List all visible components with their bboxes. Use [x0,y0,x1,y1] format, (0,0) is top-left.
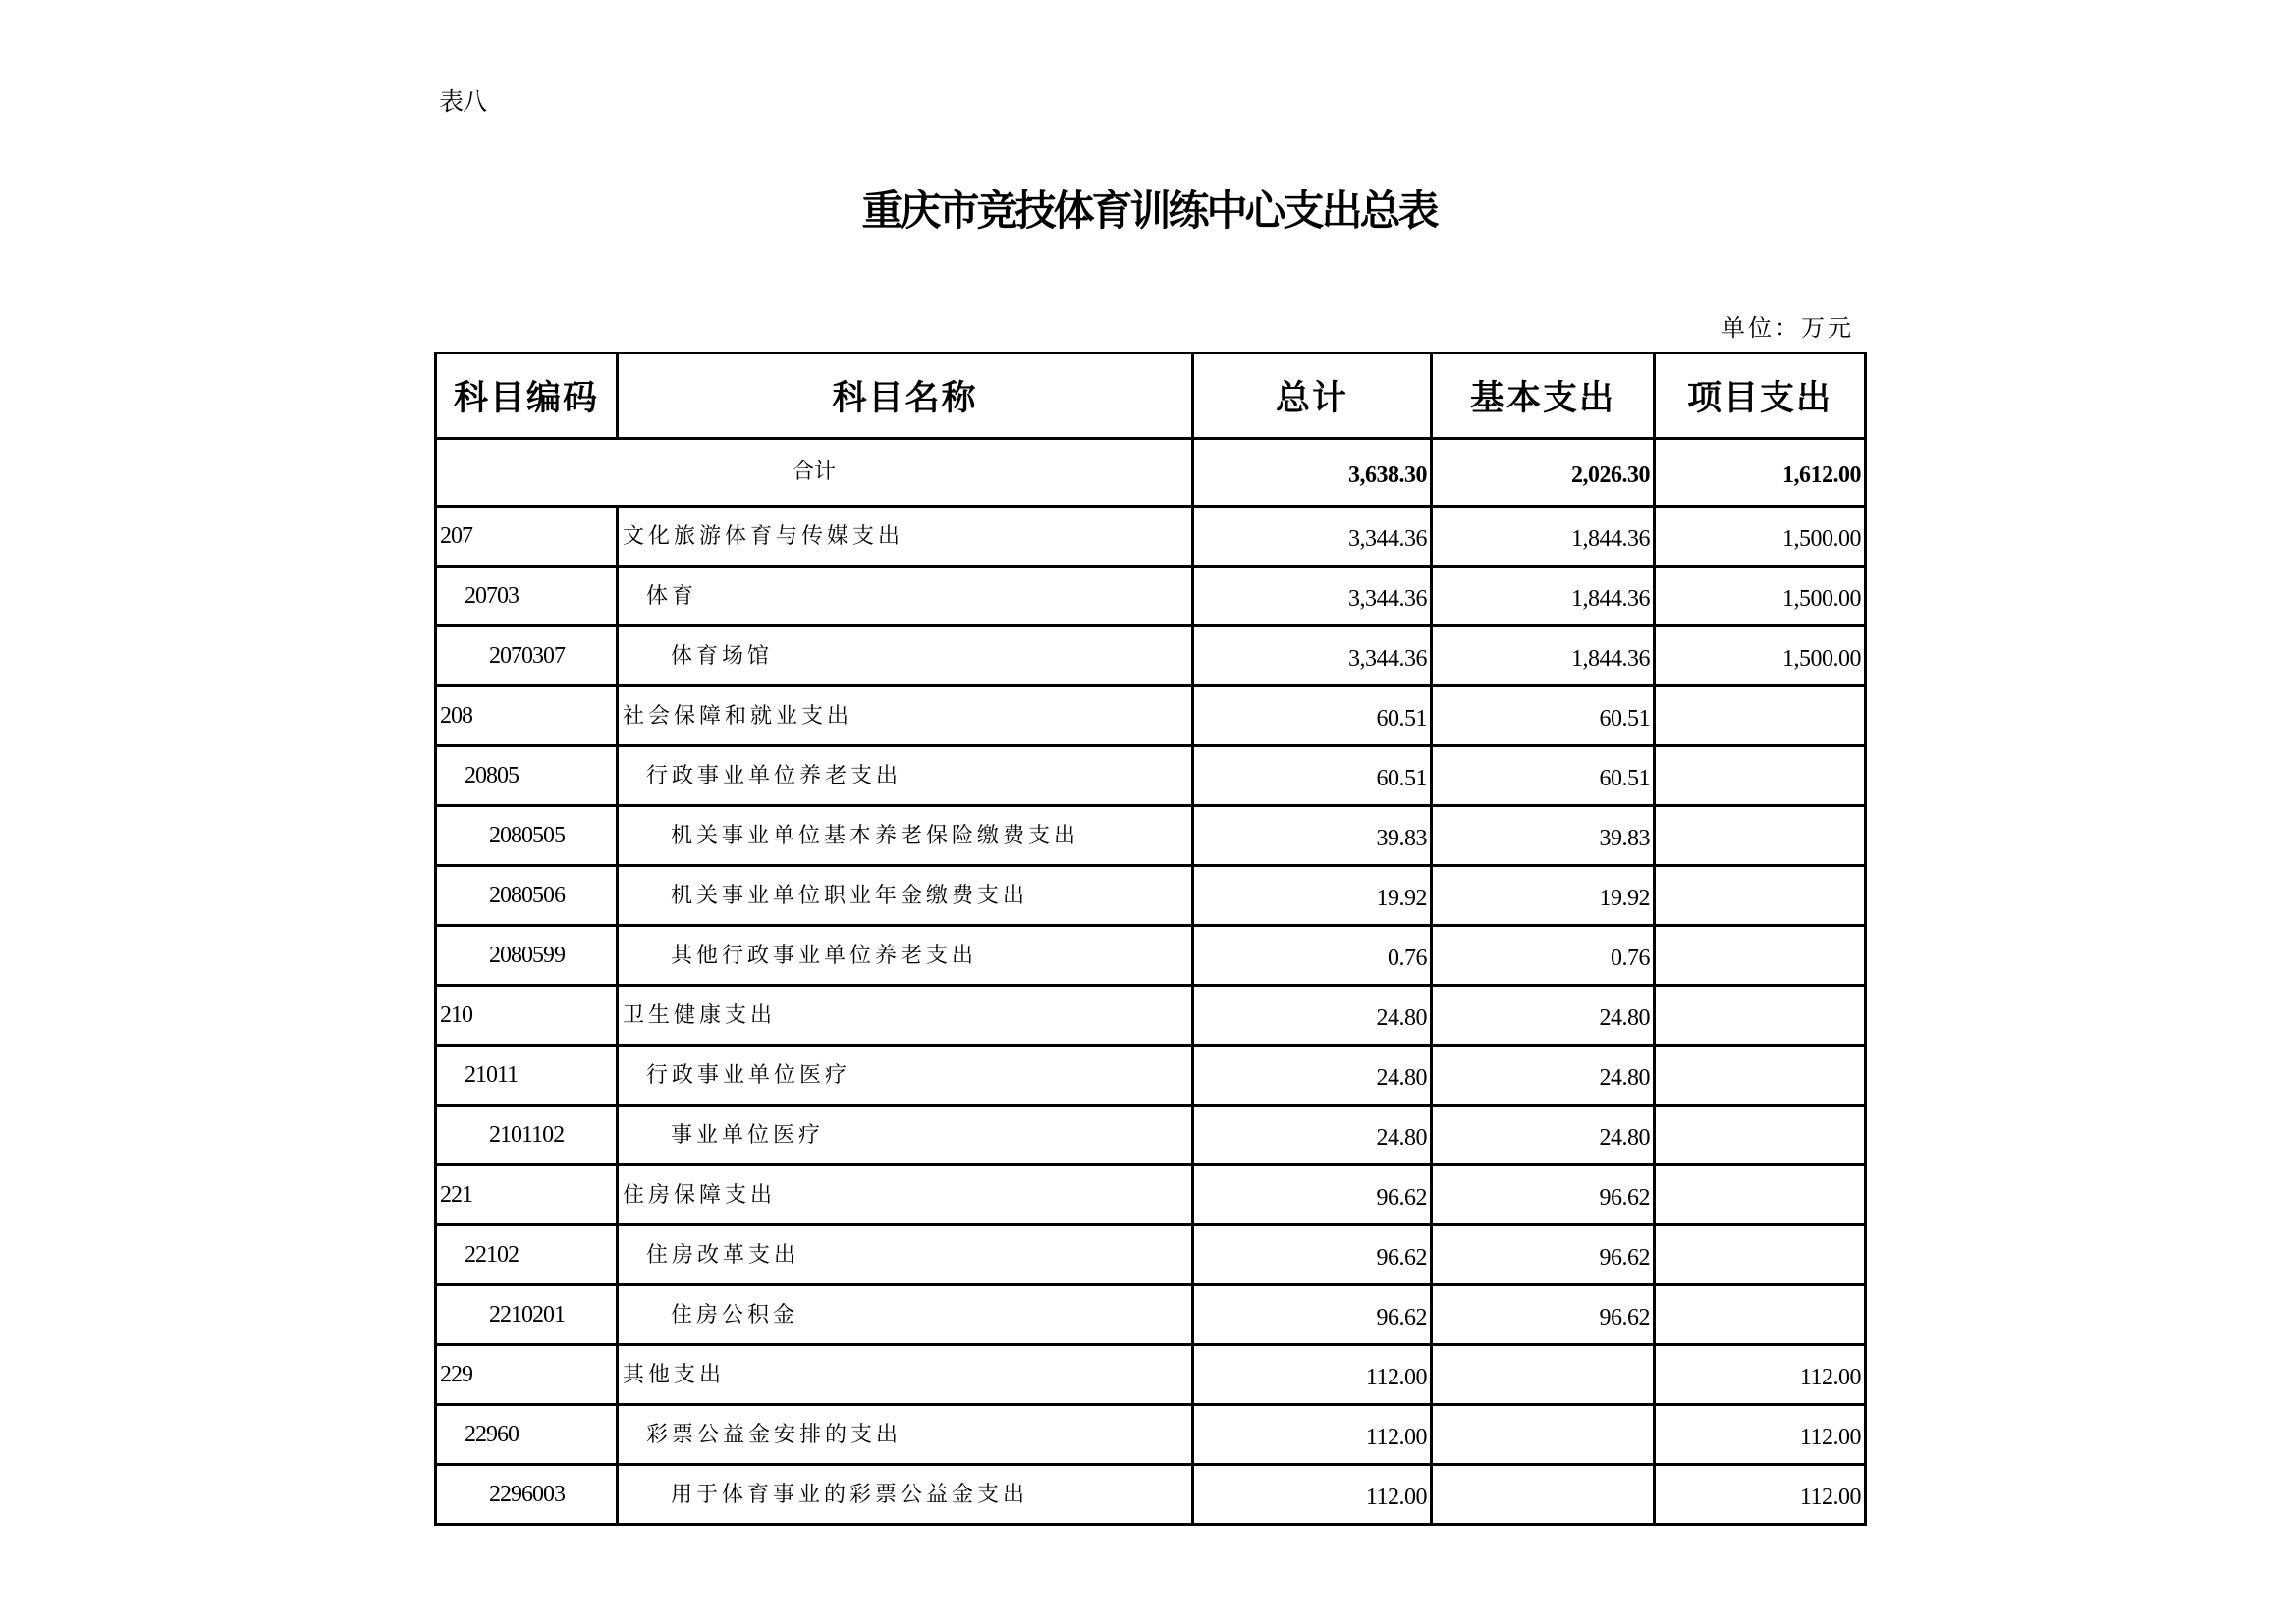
row-total: 3,344.36 [1193,507,1432,567]
row-total: 60.51 [1193,686,1432,746]
header-code: 科目编码 [436,353,618,439]
row-name: 机关事业单位职业年金缴费支出 [618,866,1193,926]
row-project: 112.00 [1655,1345,1866,1405]
row-basic: 1,844.36 [1432,507,1655,567]
row-code: 21011 [436,1046,618,1106]
header-name: 科目名称 [618,353,1193,439]
row-project: 1,500.00 [1655,626,1866,686]
row-code: 221 [436,1165,618,1225]
row-basic: 60.51 [1432,686,1655,746]
row-project [1655,866,1866,926]
row-name: 卫生健康支出 [618,986,1193,1046]
row-total: 3,344.36 [1193,626,1432,686]
row-code: 207 [436,507,618,567]
table-number: 表八 [439,87,487,116]
row-project [1655,1046,1866,1106]
table-row [436,1106,1866,1165]
row-project [1655,1225,1866,1285]
unit-label: 单位：万元 [1722,314,1854,342]
header-total: 总计 [1193,353,1432,439]
header-project: 项目支出 [1655,353,1866,439]
row-code: 2080505 [436,806,618,866]
row-total: 60.51 [1193,746,1432,806]
row-code: 2210201 [436,1285,618,1345]
row-project [1655,686,1866,746]
table-row [436,746,1866,806]
table-row [436,1285,1866,1345]
header-basic: 基本支出 [1432,353,1655,439]
row-project [1655,1285,1866,1345]
row-total: 19.92 [1193,866,1432,926]
row-total: 96.62 [1193,1285,1432,1345]
row-name: 机关事业单位基本养老保险缴费支出 [618,806,1193,866]
row-basic: 1,844.36 [1432,567,1655,626]
row-project: 112.00 [1655,1465,1866,1525]
row-basic: 24.80 [1432,986,1655,1046]
row-total: 0.76 [1193,926,1432,986]
row-code: 22960 [436,1405,618,1465]
row-total: 3,344.36 [1193,567,1432,626]
row-total: 24.80 [1193,986,1432,1046]
row-total: 96.62 [1193,1165,1432,1225]
row-code: 20703 [436,567,618,626]
row-code: 2296003 [436,1465,618,1525]
row-code: 208 [436,686,618,746]
row-project: 112.00 [1655,1405,1866,1465]
row-total: 24.80 [1193,1106,1432,1165]
row-project [1655,746,1866,806]
row-project [1655,1106,1866,1165]
row-basic: 1,844.36 [1432,626,1655,686]
row-name: 行政事业单位医疗 [618,1046,1193,1106]
row-code: 2101102 [436,1106,618,1165]
row-project [1655,926,1866,986]
row-total: 112.00 [1193,1345,1432,1405]
row-basic [1432,1345,1655,1405]
row-name: 事业单位医疗 [618,1106,1193,1165]
total-label: 合计 [436,439,1193,507]
table-row [436,806,1866,866]
row-code: 20805 [436,746,618,806]
row-code: 2080506 [436,866,618,926]
row-code: 2070307 [436,626,618,686]
row-basic [1432,1465,1655,1525]
expenditure-table [434,352,1867,1526]
row-code: 2080599 [436,926,618,986]
row-project: 1,500.00 [1655,507,1866,567]
row-total: 39.83 [1193,806,1432,866]
row-basic [1432,1405,1655,1465]
row-code: 229 [436,1345,618,1405]
table-row [436,1225,1866,1285]
row-basic: 96.62 [1432,1165,1655,1225]
row-name: 住房保障支出 [618,1165,1193,1225]
table-row [436,1046,1866,1106]
row-basic: 96.62 [1432,1225,1655,1285]
total-row [436,439,1866,507]
row-name: 住房公积金 [618,1285,1193,1345]
row-name: 文化旅游体育与传媒支出 [618,507,1193,567]
total-basic: 2,026.30 [1432,439,1655,507]
row-basic: 96.62 [1432,1285,1655,1345]
row-basic: 60.51 [1432,746,1655,806]
row-name: 其他行政事业单位养老支出 [618,926,1193,986]
row-name: 住房改革支出 [618,1225,1193,1285]
table-header-row [436,353,1866,439]
row-basic: 24.80 [1432,1046,1655,1106]
row-basic: 19.92 [1432,866,1655,926]
table-row [436,686,1866,746]
table-row [436,567,1866,626]
row-basic: 39.83 [1432,806,1655,866]
row-name: 行政事业单位养老支出 [618,746,1193,806]
total-project: 1,612.00 [1655,439,1866,507]
table-row [436,1405,1866,1465]
row-basic: 0.76 [1432,926,1655,986]
table-row [436,626,1866,686]
row-project: 1,500.00 [1655,567,1866,626]
row-name: 体育 [618,567,1193,626]
row-total: 112.00 [1193,1465,1432,1525]
row-total: 96.62 [1193,1225,1432,1285]
row-code: 22102 [436,1225,618,1285]
total-total: 3,638.30 [1193,439,1432,507]
row-name: 用于体育事业的彩票公益金支出 [618,1465,1193,1525]
table-row [436,1165,1866,1225]
row-code: 210 [436,986,618,1046]
table-row [436,1345,1866,1405]
table-row [436,866,1866,926]
row-name: 彩票公益金安排的支出 [618,1405,1193,1465]
page-title: 重庆市竞技体育训练中心支出总表 [861,187,1437,235]
table-row [436,1465,1866,1525]
row-total: 24.80 [1193,1046,1432,1106]
row-name: 社会保障和就业支出 [618,686,1193,746]
row-basic: 24.80 [1432,1106,1655,1165]
row-project [1655,1165,1866,1225]
row-name: 其他支出 [618,1345,1193,1405]
table-row [436,986,1866,1046]
row-total: 112.00 [1193,1405,1432,1465]
row-project [1655,806,1866,866]
row-name: 体育场馆 [618,626,1193,686]
table-row [436,507,1866,567]
table-row [436,926,1866,986]
row-project [1655,986,1866,1046]
